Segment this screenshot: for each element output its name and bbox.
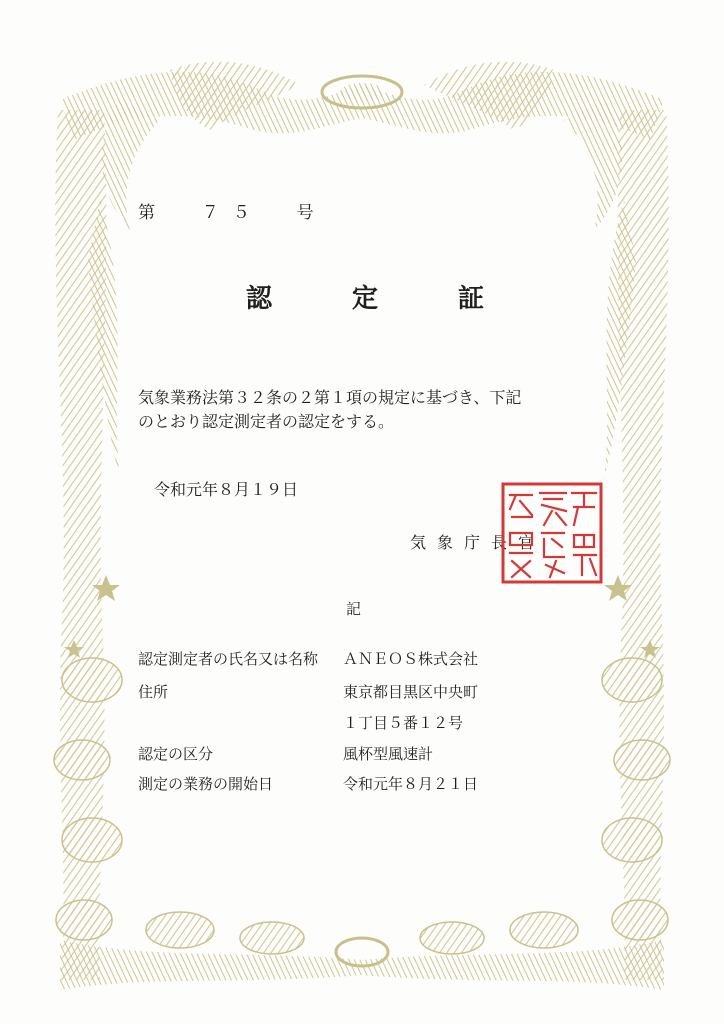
detail-label-category: 認定の区分 xyxy=(138,745,214,763)
detail-value-address-1: 東京都目黒区中央町 xyxy=(343,683,479,701)
body-text-line-1: 気象業務法第３２条の２第１項の規定に基づき、下記 xyxy=(138,388,522,407)
number-value: ７５ xyxy=(201,203,264,223)
detail-value-start-date: 令和元年８月２１日 xyxy=(343,775,479,793)
detail-value-category: 風杯型風速計 xyxy=(343,745,434,763)
official-seal-icon xyxy=(500,481,604,585)
detail-label-address: 住所 xyxy=(138,683,169,701)
detail-label-start-date: 測定の業務の開始日 xyxy=(138,775,274,793)
body-text-line-2: のとおり認定測定者の認定をする。 xyxy=(138,412,395,431)
title-char-1: 認 xyxy=(246,284,273,314)
title-char-3: 証 xyxy=(458,284,485,314)
certificate-number xyxy=(138,205,316,222)
certificate-title xyxy=(246,286,484,312)
ki-heading: 記 xyxy=(346,600,362,618)
number-suffix: 号 xyxy=(296,203,316,223)
detail-label-name: 認定測定者の氏名又は名称 xyxy=(138,650,319,668)
number-prefix: 第 xyxy=(138,203,157,223)
detail-value-address-2: １丁目５番１２号 xyxy=(343,714,464,732)
issue-date: 令和元年８月１９日 xyxy=(154,480,299,499)
issuer-name: 気象庁長官 xyxy=(410,533,546,552)
title-char-2: 定 xyxy=(352,284,379,314)
detail-value-name: ＡＮＥＯＳ株式会社 xyxy=(343,650,479,668)
